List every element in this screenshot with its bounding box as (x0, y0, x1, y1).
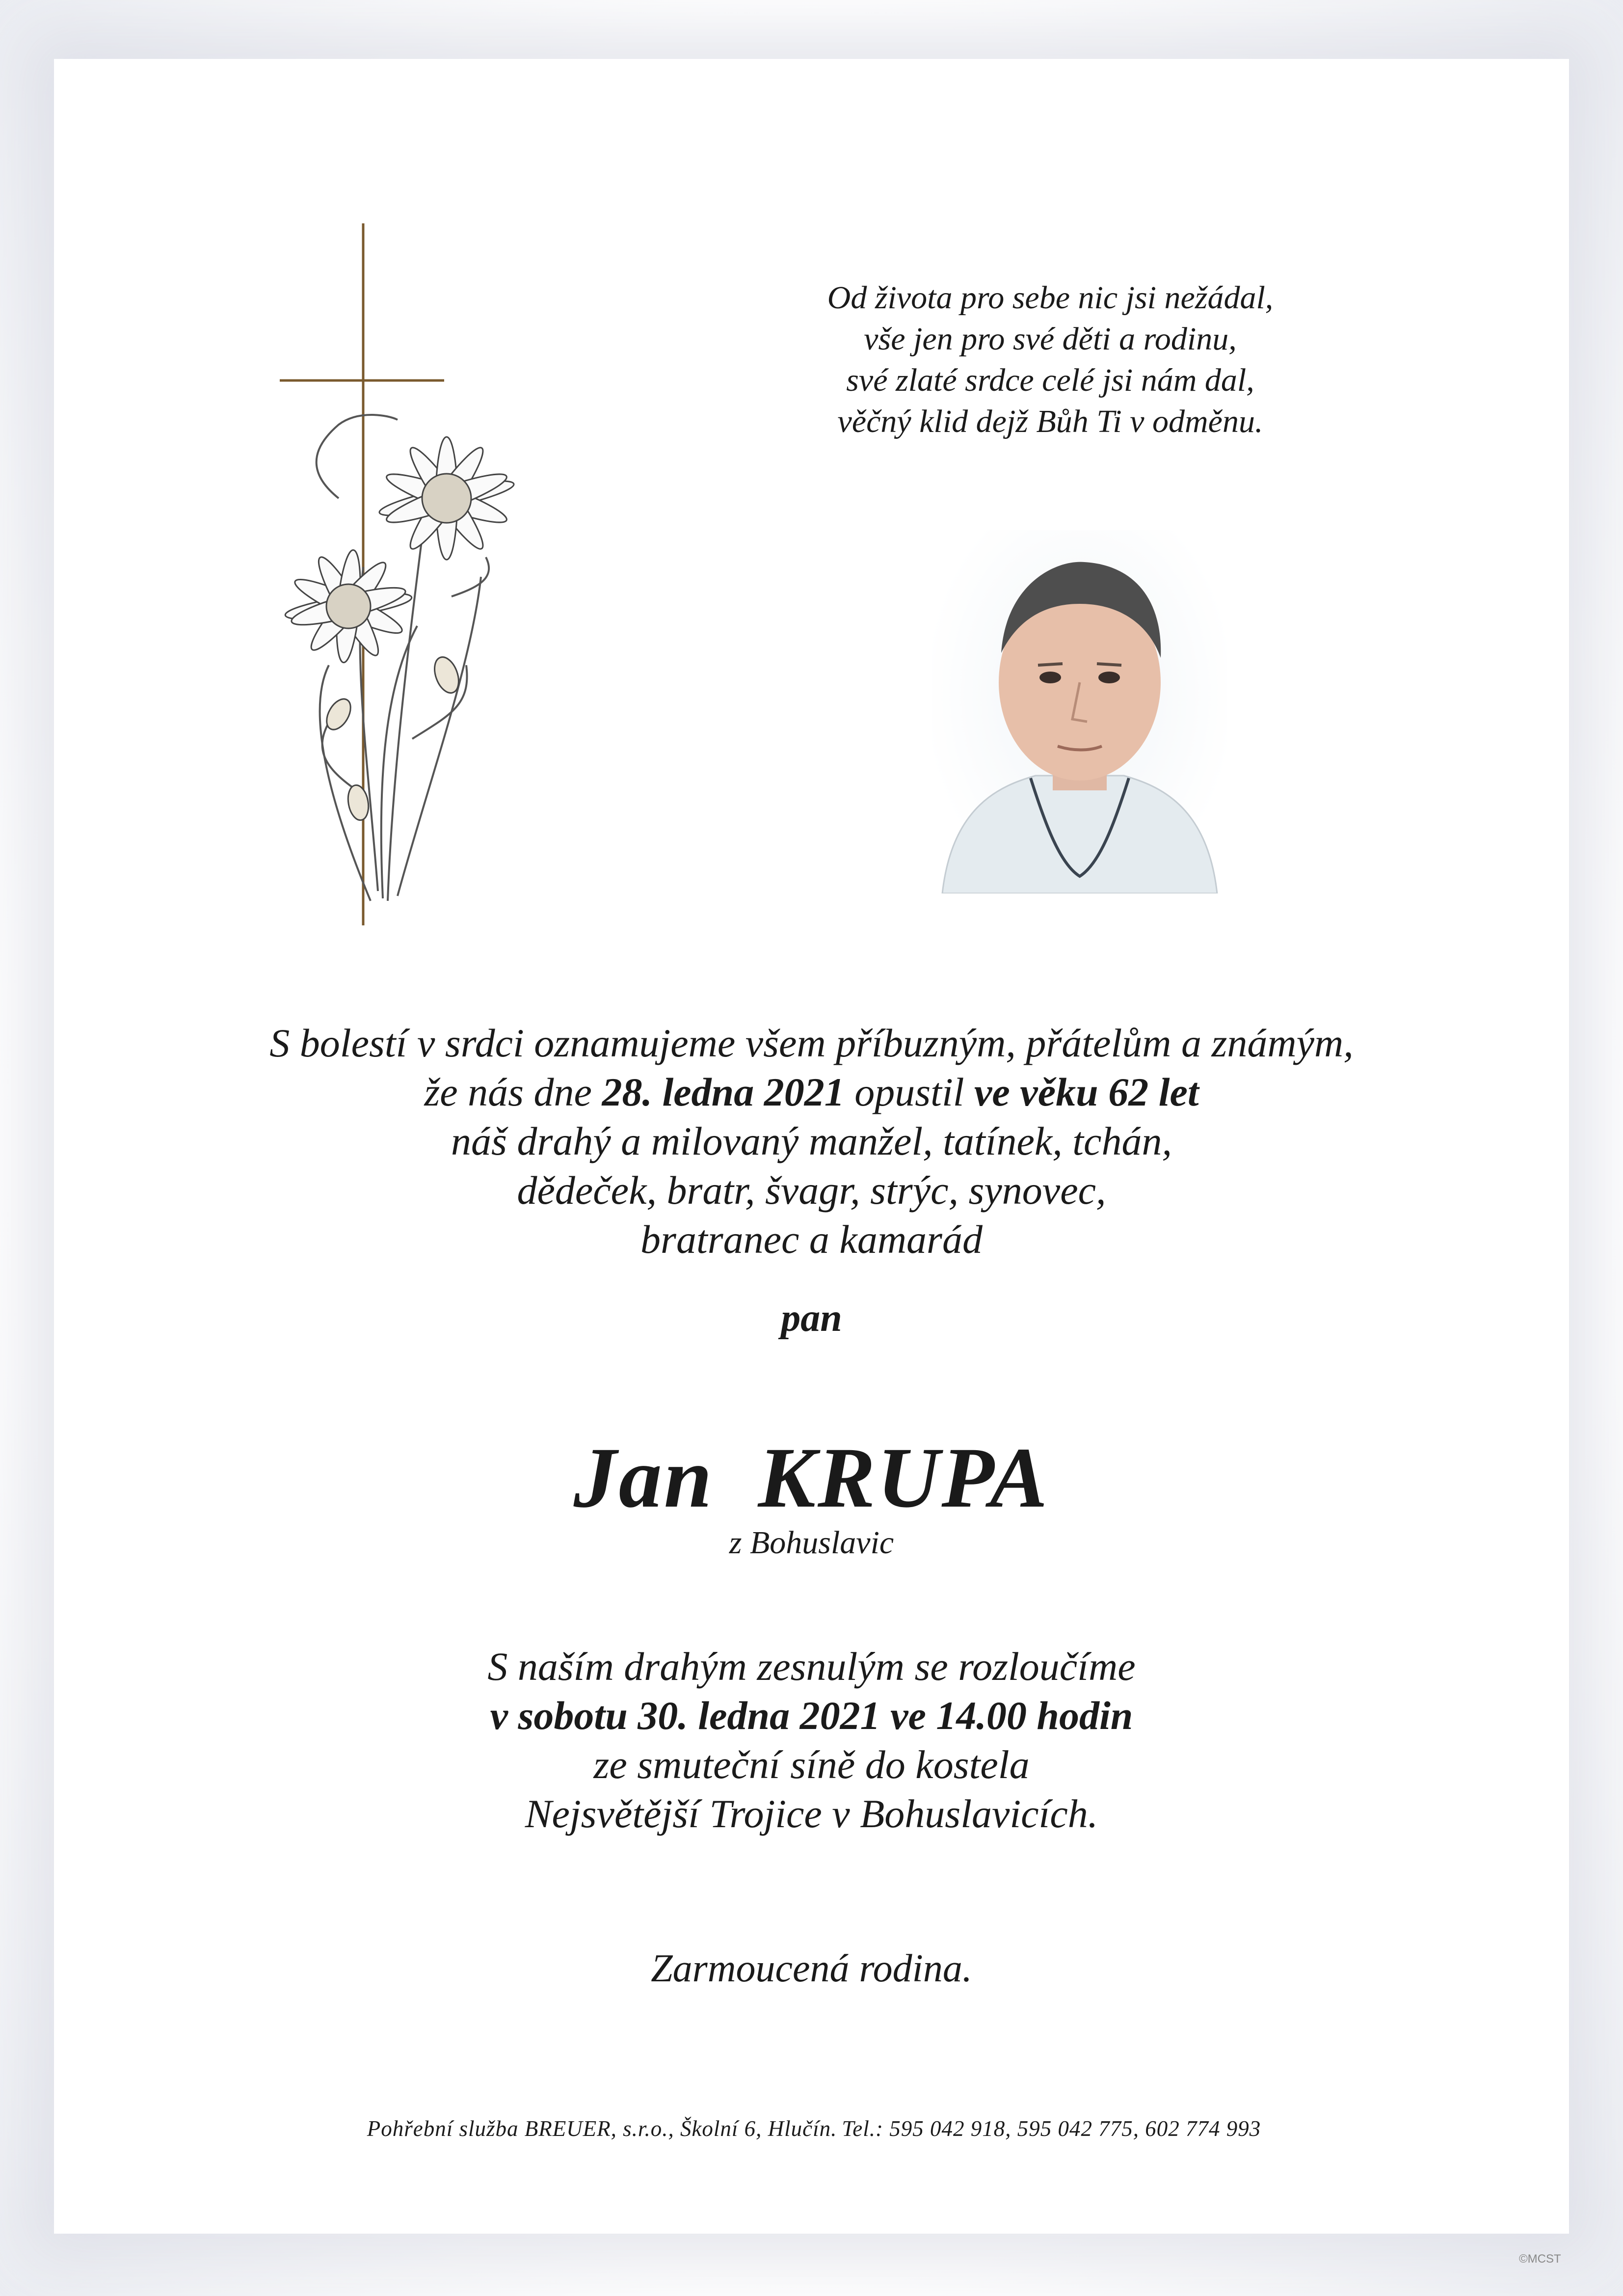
funeral-date-time (0, 1691, 1623, 1740)
funeral-service-footer (0, 2116, 1623, 2141)
announcement-line: náš drahý a milovaný manžel, tatínek, tchán, (451, 1119, 1172, 1163)
announcement-line: S bolestí v srdci oznamujeme všem příbuzným, přátelům a známým, (269, 1021, 1354, 1065)
company-info: Pohřební služba BREUER, s.r.o., Školní 6, Hlučín. (367, 2116, 837, 2141)
phone-numbers: Tel.: 595 042 918, 595 042 775, 602 774 993 (842, 2116, 1261, 2141)
cross-with-flowers-icon (265, 223, 559, 930)
announcement-text: opustil (844, 1070, 975, 1114)
announcement-line: bratranec a kamarád (640, 1217, 983, 1262)
memorial-poem (805, 277, 1296, 442)
farewell-line: S naším drahým zesnulým se rozloučíme (487, 1644, 1136, 1689)
poem-line: věčný klid dejž Bůh Ti v odměnu. (837, 404, 1263, 439)
announcement-text: že nás dne (424, 1070, 602, 1114)
age-at-death: ve věku 62 let (974, 1070, 1199, 1114)
poem-line: své zlaté srdce celé jsi nám dal, (846, 362, 1254, 398)
death-announcement (0, 1019, 1623, 1264)
death-date: 28. ledna 2021 (602, 1070, 845, 1114)
honorific: pan (781, 1297, 842, 1340)
funeral-date-time-text: v sobotu 30. ledna 2021 ve 14.00 hodin (490, 1693, 1133, 1738)
first-name: Jan (573, 1430, 714, 1526)
farewell-line: ze smuteční síně do kostela (593, 1742, 1030, 1787)
portrait-silhouette-icon (932, 530, 1227, 893)
poem-line: vše jen pro své děti a rodinu, (864, 321, 1237, 357)
deceased-origin: z Bohuslavic (729, 1525, 894, 1561)
farewell-line: Nejsvětější Trojice v Bohuslavicích. (525, 1791, 1098, 1836)
watermark: ©MCST (1519, 2252, 1561, 2266)
funeral-details (0, 1642, 1623, 1838)
poem-line: Od života pro sebe nic jsi nežádal, (827, 280, 1274, 316)
announcement-line: dědeček, bratr, švagr, strýc, synovec, (517, 1168, 1106, 1213)
family-signature: Zarmoucená rodina. (651, 1947, 972, 1990)
announcement-line (0, 1068, 1623, 1117)
portrait-photo (932, 530, 1227, 893)
last-name: KRUPA (758, 1430, 1050, 1526)
deceased-name (0, 1429, 1623, 1528)
